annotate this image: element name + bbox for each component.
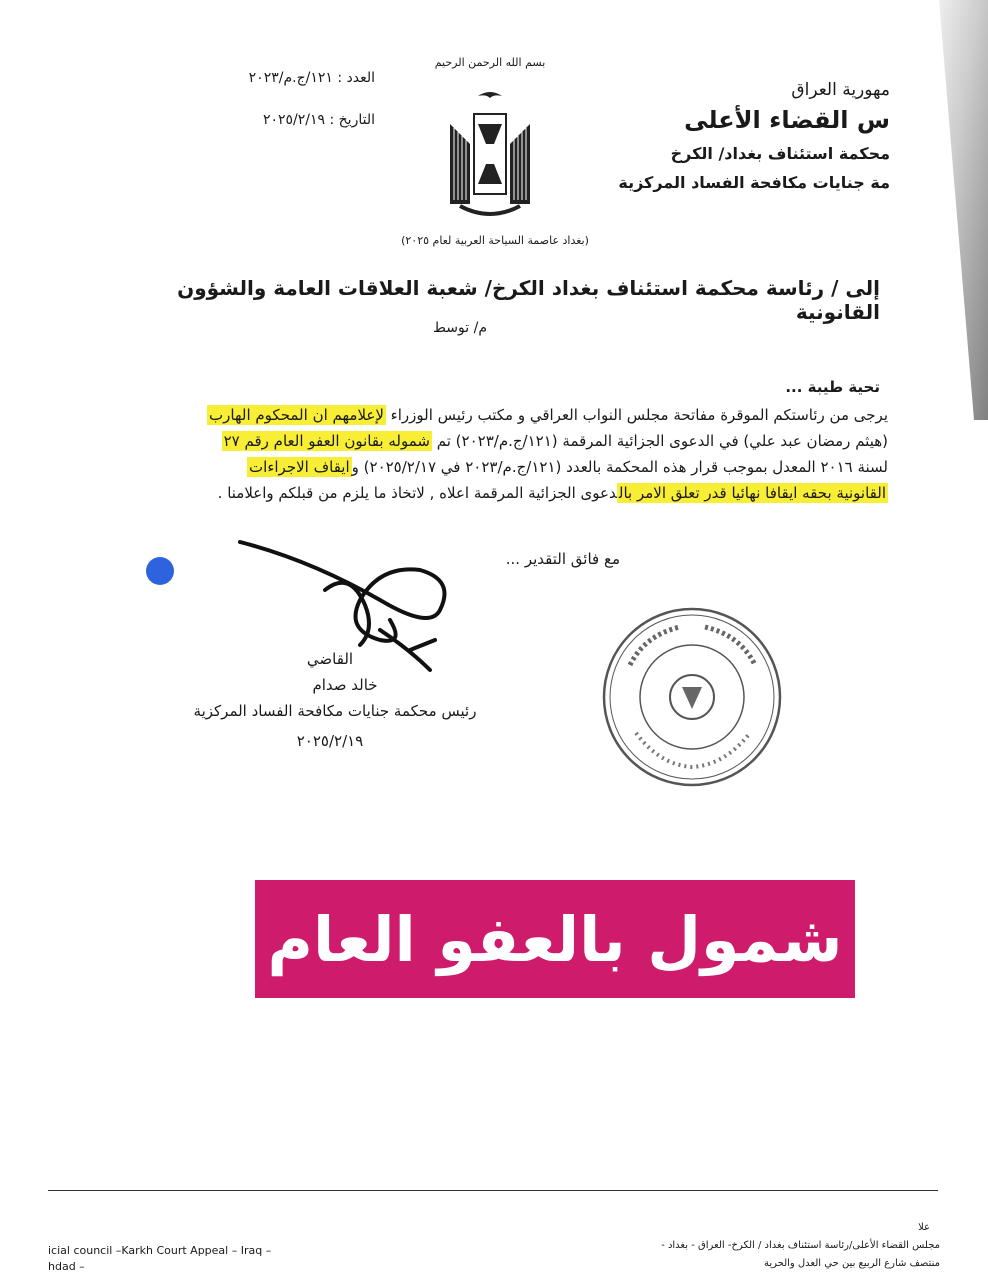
footer-mark: علا <box>918 1222 930 1233</box>
body-text-1: يرجى من رئاستكم الموقرة مفاتحة مجلس النواب العراقي و مكتب رئيس الوزراء <box>385 406 888 424</box>
signature-date: ٢٠٢٥/٢/١٩ <box>296 732 364 750</box>
iraq-emblem-icon <box>440 84 540 224</box>
judge-name: خالد صدام <box>312 676 378 694</box>
subject-line: م/ توسط <box>433 320 487 336</box>
letter-body <box>70 402 888 506</box>
scan-paper-edge <box>918 0 988 420</box>
highlight-1: لإعلامهم ان المحكوم الهارب <box>209 406 384 424</box>
institution-court: محكمة استئناف بغداد/ الكرخ <box>670 144 890 163</box>
body-text-3: لسنة ٢٠١٦ المعدل بموجب قرار هذه المحكمة بالعدد (١٢١/ج.م/٢٠٢٣ في ٢٠٢٥/٢/١٧) و <box>351 458 888 476</box>
body-text-2: (هيثم رمضان عبد علي) في الدعوى الجزائية المرقمة (١٢١/ج.م/٢٠٢٣) تم <box>431 432 888 450</box>
institution-council: س القضاء الأعلى <box>684 106 890 134</box>
banner-title: شمول بالعفو العام <box>267 902 843 976</box>
bismillah-text: بسم الله الرحمن الرحيم <box>434 56 546 69</box>
court-seal-stamp <box>600 605 785 790</box>
closing-regards: مع فائق التقدير ... <box>505 550 620 568</box>
greeting: تحية طيبة ... <box>785 378 880 396</box>
highlight-3: ايقاف الاجراءات <box>249 458 350 476</box>
addressee: إلى / رئاسة محكمة استئناف بغداد الكرخ/ شعبة العلاقات العامة والشؤون القانونية <box>177 276 880 324</box>
institution-block <box>590 80 890 192</box>
institution-department: مة جنايات مكافحة الفساد المركزية <box>618 173 890 192</box>
judge-role: رئيس محكمة جنايات مكافحة الفساد المركزية <box>193 702 477 720</box>
slogan: (بغداد عاصمة السياحة العربية لعام ٢٠٢٥) <box>401 234 589 247</box>
handwritten-signature <box>230 530 490 680</box>
institution-country: مهورية العراق <box>791 80 890 100</box>
body-text-4: دعوى الجزائية المرقمة اعلاه , لاتخاذ ما يلزم من قبلكم واعلامنا . <box>217 484 617 502</box>
blue-dot-marker <box>146 557 174 585</box>
footer-arabic-line-1: مجلس القضاء الأعلى/رئاسة استئناف بغداد / الكرخ- العراق - بغداد - <box>661 1240 940 1251</box>
footer-arabic-line-2: منتصف شارع الربيع بين حي العدل والحرية <box>763 1258 940 1269</box>
reference-date: التاريخ : ٢٠٢٥/٢/١٩ <box>262 112 375 128</box>
amnesty-banner <box>255 880 855 998</box>
reference-number: العدد : ١٢١/ج.م/٢٠٢٣ <box>248 70 375 86</box>
highlight-2: شموله بقانون العفو العام رقم ٢٧ <box>223 432 430 450</box>
footer-english-line-2: hdad – <box>48 1260 85 1273</box>
highlight-4: القانونية بحقه ايقافا نهائيا قدر تعلق الامر بال <box>618 484 886 502</box>
footer-divider <box>48 1190 938 1191</box>
footer-english-line-1: icial council –Karkh Court Appeal – Iraq – <box>48 1244 272 1257</box>
judge-title: القاضي <box>306 650 354 668</box>
